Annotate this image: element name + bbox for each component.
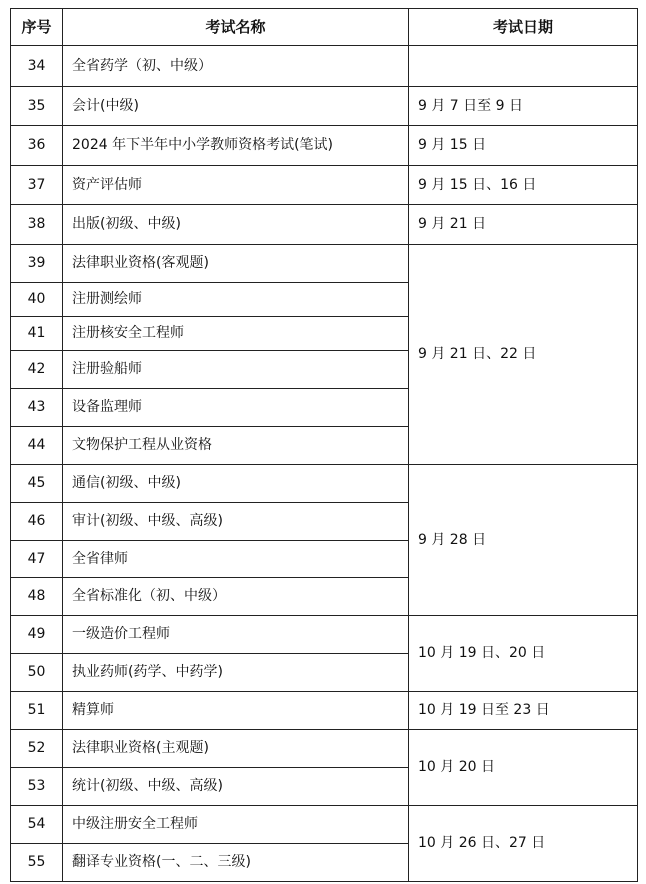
row-seq: 48	[11, 578, 63, 616]
row-exam-name: 精算师	[63, 692, 409, 730]
table-row	[11, 465, 638, 503]
table-row	[11, 692, 638, 730]
row-seq: 55	[11, 844, 63, 882]
table-row	[11, 46, 638, 87]
row-seq: 41	[11, 317, 63, 351]
row-exam-date	[409, 46, 638, 87]
row-seq: 53	[11, 768, 63, 806]
row-exam-name: 注册核安全工程师	[63, 317, 409, 351]
table-row	[11, 806, 638, 844]
row-seq: 34	[11, 46, 63, 87]
header-exam-name: 考试名称	[63, 9, 409, 46]
row-exam-date: 10 月 26 日、27 日	[409, 806, 638, 882]
row-exam-name: 一级造价工程师	[63, 616, 409, 654]
row-exam-date: 9 月 28 日	[409, 465, 638, 616]
row-exam-name: 会计(中级)	[63, 87, 409, 126]
row-exam-date: 9 月 21 日、22 日	[409, 245, 638, 465]
table-row	[11, 616, 638, 654]
row-seq: 45	[11, 465, 63, 503]
table-row	[11, 126, 638, 166]
table-row	[11, 245, 638, 283]
row-seq: 43	[11, 389, 63, 427]
row-seq: 52	[11, 730, 63, 768]
row-seq: 42	[11, 351, 63, 389]
row-exam-name: 执业药师(药学、中药学)	[63, 654, 409, 692]
row-exam-name: 全省标准化（初、中级）	[63, 578, 409, 616]
row-exam-date: 9 月 7 日至 9 日	[409, 87, 638, 126]
header-seq: 序号	[11, 9, 63, 46]
row-seq: 46	[11, 503, 63, 541]
row-exam-name: 法律职业资格(客观题)	[63, 245, 409, 283]
row-seq: 38	[11, 205, 63, 245]
table-row	[11, 205, 638, 245]
row-exam-name: 法律职业资格(主观题)	[63, 730, 409, 768]
row-exam-name: 翻译专业资格(一、二、三级)	[63, 844, 409, 882]
table-row	[11, 730, 638, 768]
row-exam-date: 9 月 15 日、16 日	[409, 166, 638, 205]
table-header-row	[11, 9, 638, 46]
row-exam-name: 中级注册安全工程师	[63, 806, 409, 844]
row-seq: 50	[11, 654, 63, 692]
row-exam-name: 文物保护工程从业资格	[63, 427, 409, 465]
row-seq: 51	[11, 692, 63, 730]
row-seq: 54	[11, 806, 63, 844]
row-exam-name: 审计(初级、中级、高级)	[63, 503, 409, 541]
header-exam-date: 考试日期	[409, 9, 638, 46]
row-seq: 40	[11, 283, 63, 317]
row-exam-name: 注册测绘师	[63, 283, 409, 317]
row-exam-name: 设备监理师	[63, 389, 409, 427]
exam-schedule-table	[10, 8, 638, 882]
row-seq: 47	[11, 541, 63, 578]
table-row	[11, 166, 638, 205]
row-exam-name: 全省药学（初、中级）	[63, 46, 409, 87]
row-exam-name: 通信(初级、中级)	[63, 465, 409, 503]
row-exam-name: 全省律师	[63, 541, 409, 578]
row-exam-date: 10 月 19 日至 23 日	[409, 692, 638, 730]
row-exam-name: 2024 年下半年中小学教师资格考试(笔试)	[63, 126, 409, 166]
row-exam-name: 出版(初级、中级)	[63, 205, 409, 245]
row-seq: 37	[11, 166, 63, 205]
row-seq: 49	[11, 616, 63, 654]
row-exam-date: 10 月 19 日、20 日	[409, 616, 638, 692]
row-seq: 35	[11, 87, 63, 126]
row-seq: 39	[11, 245, 63, 283]
row-exam-date: 10 月 20 日	[409, 730, 638, 806]
row-exam-name: 注册验船师	[63, 351, 409, 389]
row-exam-name: 统计(初级、中级、高级)	[63, 768, 409, 806]
row-seq: 36	[11, 126, 63, 166]
row-exam-date: 9 月 15 日	[409, 126, 638, 166]
table-row	[11, 87, 638, 126]
row-seq: 44	[11, 427, 63, 465]
row-exam-date: 9 月 21 日	[409, 205, 638, 245]
row-exam-name: 资产评估师	[63, 166, 409, 205]
